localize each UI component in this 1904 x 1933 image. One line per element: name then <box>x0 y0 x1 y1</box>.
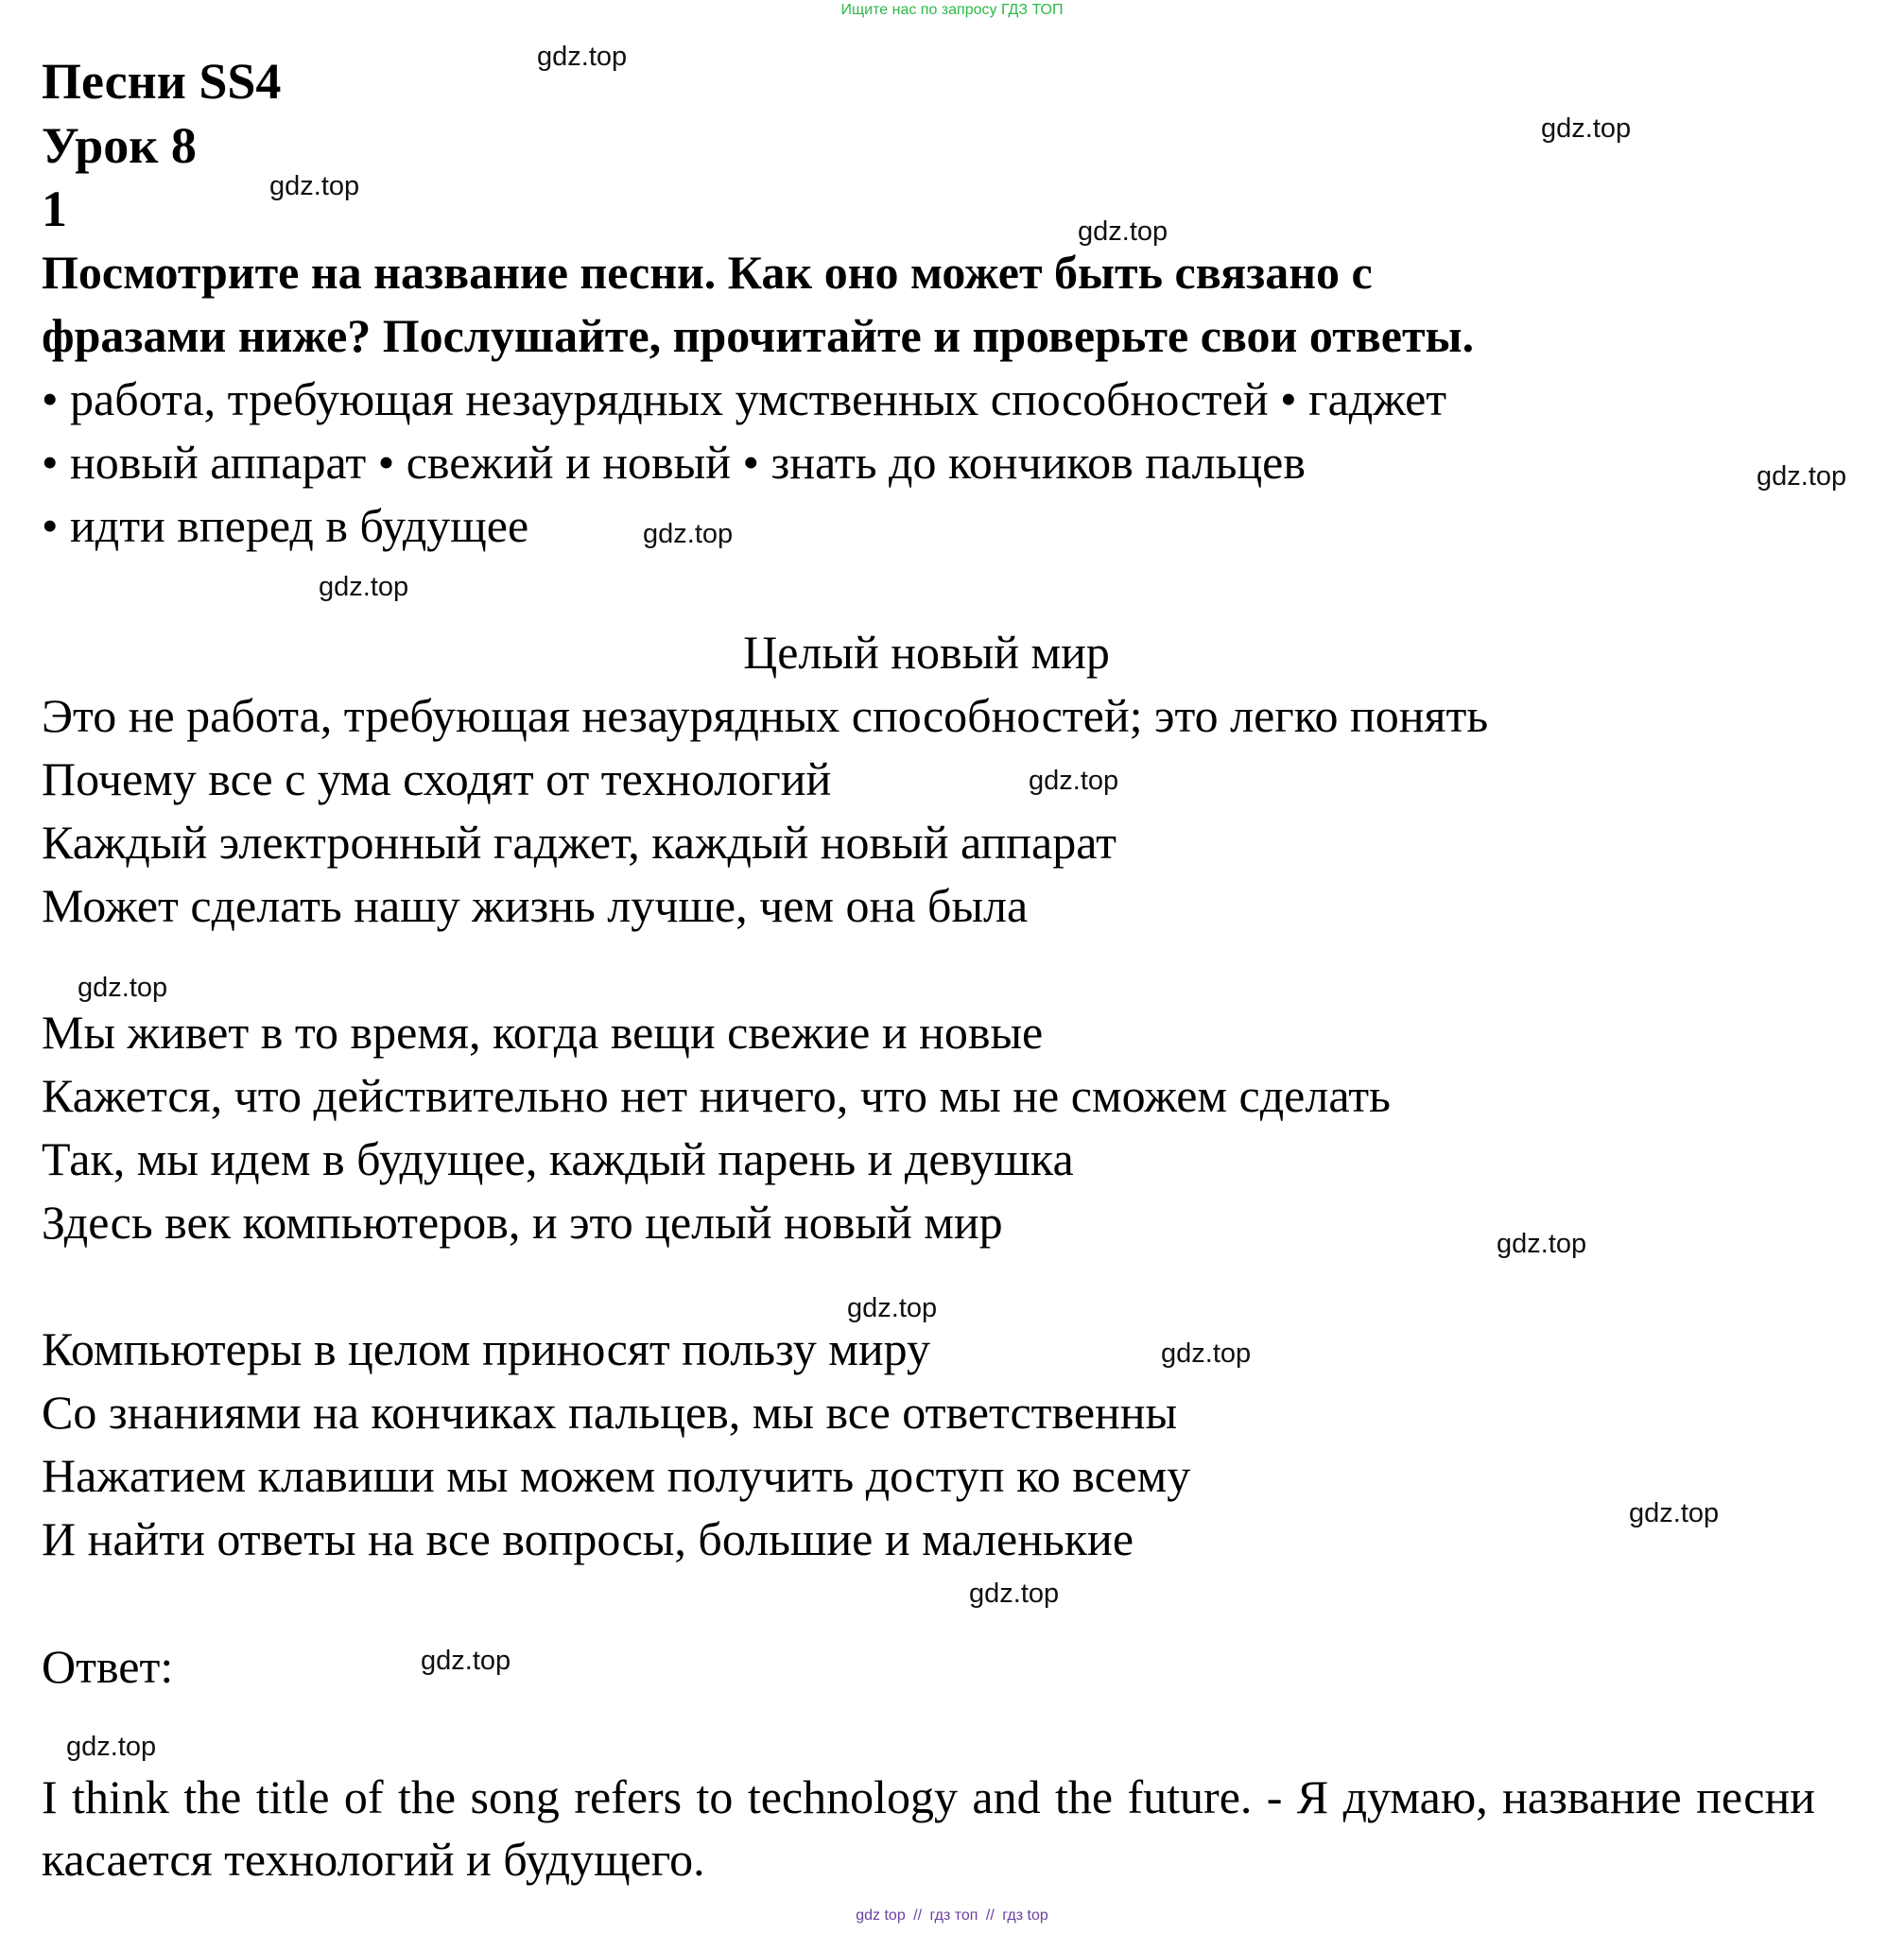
verse3-line-3: Нажатием клавиши мы можем получить доступ ко всему <box>42 1449 1191 1502</box>
watermark: gdz.top <box>643 519 734 549</box>
verse3-line-2: Со знаниями на кончиках пальцев, мы все ответственны <box>42 1386 1178 1439</box>
watermark: gdz.top <box>1497 1229 1587 1259</box>
watermark: gdz.top <box>1541 113 1632 144</box>
watermark: gdz.top <box>969 1579 1060 1609</box>
verse1-line-3: Каждый электронный гаджет, каждый новый аппарат <box>42 816 1116 869</box>
verse3-line-1: Компьютеры в целом приносят пользу миру <box>42 1322 930 1375</box>
lesson-title: Урок 8 <box>42 117 197 174</box>
footer-separator: // <box>913 1907 923 1924</box>
watermark: gdz.top <box>1757 461 1847 492</box>
task-line-2: фразами ниже? Послушайте, прочитайте и проверьте свои ответы. <box>42 309 1475 362</box>
task-line-1: Посмотрите на название песни. Как оно может быть связано с <box>42 246 1373 299</box>
verse3-line-4: И найти ответы на все вопросы, большие и маленькие <box>42 1512 1134 1565</box>
answer-text: I think the title of the song refers to technology and the future. - Я думаю, название песни касается технологий и будущего. <box>42 1770 1815 1886</box>
watermark: gdz.top <box>537 42 628 72</box>
footer-part-2: гдз топ <box>929 1907 978 1924</box>
verse1-line-2: Почему все с ума сходят от технологий <box>42 752 832 805</box>
footer-part-1: gdz top <box>856 1907 906 1924</box>
verse2-line-3: Так, мы идем в будущее, каждый парень и девушка <box>42 1132 1074 1185</box>
watermark: gdz.top <box>1629 1498 1720 1528</box>
answer-label: Ответ: <box>42 1640 174 1693</box>
watermark: gdz.top <box>78 973 168 1003</box>
watermark: gdz.top <box>421 1646 511 1676</box>
watermark: gdz.top <box>66 1732 157 1762</box>
exercise-number: 1 <box>42 181 67 237</box>
footer <box>0 1907 1904 1924</box>
watermark: gdz.top <box>269 171 360 201</box>
footer-separator: // <box>985 1907 995 1924</box>
phrase-line-2: • новый аппарат • свежий и новый • знать до кончиков пальцев <box>42 436 1306 489</box>
verse1-line-4: Может сделать нашу жизнь лучше, чем она была <box>42 879 1029 932</box>
watermark: gdz.top <box>1029 766 1119 796</box>
verse2-line-4: Здесь век компьютеров, и это целый новый мир <box>42 1196 1003 1249</box>
phrase-line-1: • работа, требующая незаурядных умственных способностей • гаджет <box>42 372 1447 425</box>
verse1-line-1: Это не работа, требующая незаурядных способностей; это легко понять <box>42 689 1489 742</box>
watermark: gdz.top <box>1161 1338 1252 1369</box>
song-title: Целый новый мир <box>743 626 1110 679</box>
top-banner: Ищите нас по запросу ГДЗ ТОП <box>840 2 1064 18</box>
section-title: Песни SS4 <box>42 53 282 110</box>
watermark: gdz.top <box>1078 216 1168 247</box>
phrase-line-3: • идти вперед в будущее <box>42 499 529 552</box>
watermark: gdz.top <box>847 1293 938 1323</box>
verse2-line-2: Кажется, что действительно нет ничего, что мы не сможем сделать <box>42 1069 1391 1122</box>
verse2-line-1: Мы живет в то время, когда вещи свежие и новые <box>42 1006 1044 1059</box>
footer-part-3: гдз top <box>1002 1907 1048 1924</box>
watermark: gdz.top <box>319 572 409 602</box>
